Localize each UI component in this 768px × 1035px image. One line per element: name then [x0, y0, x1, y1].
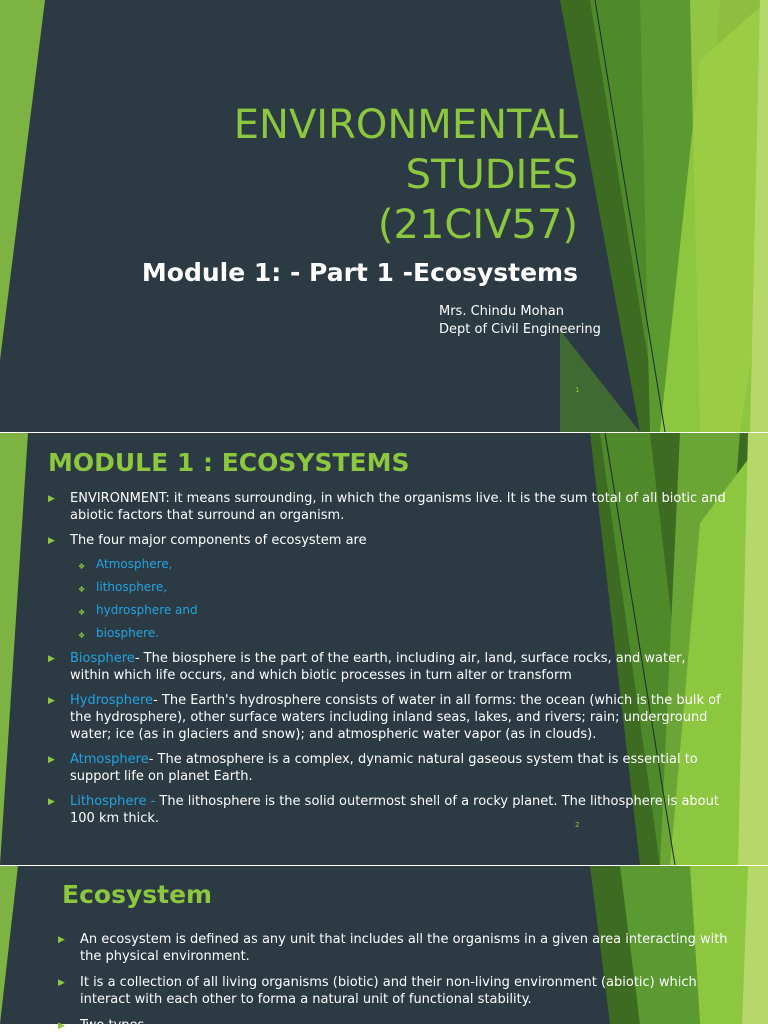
title-slide — [0, 0, 768, 432]
term: Lithosphere - — [70, 794, 160, 809]
author-department: Dept of Civil Engineering — [439, 322, 601, 337]
definition-hydrosphere — [48, 692, 728, 743]
definition-atmosphere — [48, 751, 728, 785]
list-item-text: The four major components of ecosystem are — [70, 533, 367, 548]
definition-text: - The atmosphere is a complex, dynamic natural gaseous system that is essential to support life on planet Earth. — [70, 752, 698, 784]
list-item — [48, 532, 728, 641]
definition-biosphere — [48, 650, 728, 684]
list-item: ▶ Two types — [58, 1017, 748, 1034]
list-item: ▶ It is a collection of all living organisms (biotic) and their non-living environment (abiotic) which interact with each other to forma a natural unit of functional stability. — [58, 974, 748, 1008]
slide-title: MODULE 1 : ECOSYSTEMS — [48, 448, 410, 477]
bullet-list — [48, 490, 728, 827]
title-line-3: (21CIV57) — [377, 202, 578, 248]
term: Biosphere — [70, 651, 135, 666]
definition-text: The lithosphere is the solid outermost shell of a rocky planet. The lithosphere is about 100 km thick. — [70, 794, 719, 826]
definition-text: - The biosphere is the part of the earth, including air, land, surface rocks, and water, within which life occurs, and which biotic processes in turn alter or transform — [70, 651, 686, 683]
component-item: ❖ hydrosphere and — [70, 602, 728, 618]
title-line-1: ENVIRONMENTAL — [233, 102, 578, 148]
author-block — [439, 303, 601, 339]
definition-text: - The Earth's hydrosphere consists of water in all forms: the ocean (which is the bulk of the hydrosphere), other surface waters including inland seas, lakes, and rivers; rain; underground water; ice (as in glaciers and snow); and atmospheric water vapor (as in clouds). — [70, 693, 721, 742]
component-item: ❖ lithosphere, — [70, 579, 728, 595]
term: Atmosphere — [70, 752, 149, 767]
bullet-list — [58, 931, 748, 1034]
definition-lithosphere — [48, 793, 728, 827]
presentation-title — [234, 100, 578, 250]
component-item: ❖ biosphere. — [70, 625, 728, 641]
presentation-subtitle: Module 1: - Part 1 -Ecosystems — [141, 258, 578, 287]
term: Hydrosphere — [70, 693, 154, 708]
slide-number: 1 — [575, 386, 580, 394]
author-name: Mrs. Chindu Mohan — [439, 304, 565, 319]
title-line-2: STUDIES — [405, 152, 578, 198]
component-item: ❖ Atmosphere, — [70, 556, 728, 572]
content-slide — [0, 866, 768, 1033]
slide-number: 2 — [575, 821, 580, 829]
component-list — [70, 556, 728, 641]
list-item: ▶ An ecosystem is defined as any unit that includes all the organisms in a given area interacting with the physical environment. — [58, 931, 748, 965]
list-item: ▶ ENVIRONMENT: it means surrounding, in which the organisms live. It is the sum total of all biotic and abiotic factors that surround an organism. — [48, 490, 728, 524]
content-slide — [0, 433, 768, 865]
slide-title: Ecosystem — [62, 880, 213, 909]
